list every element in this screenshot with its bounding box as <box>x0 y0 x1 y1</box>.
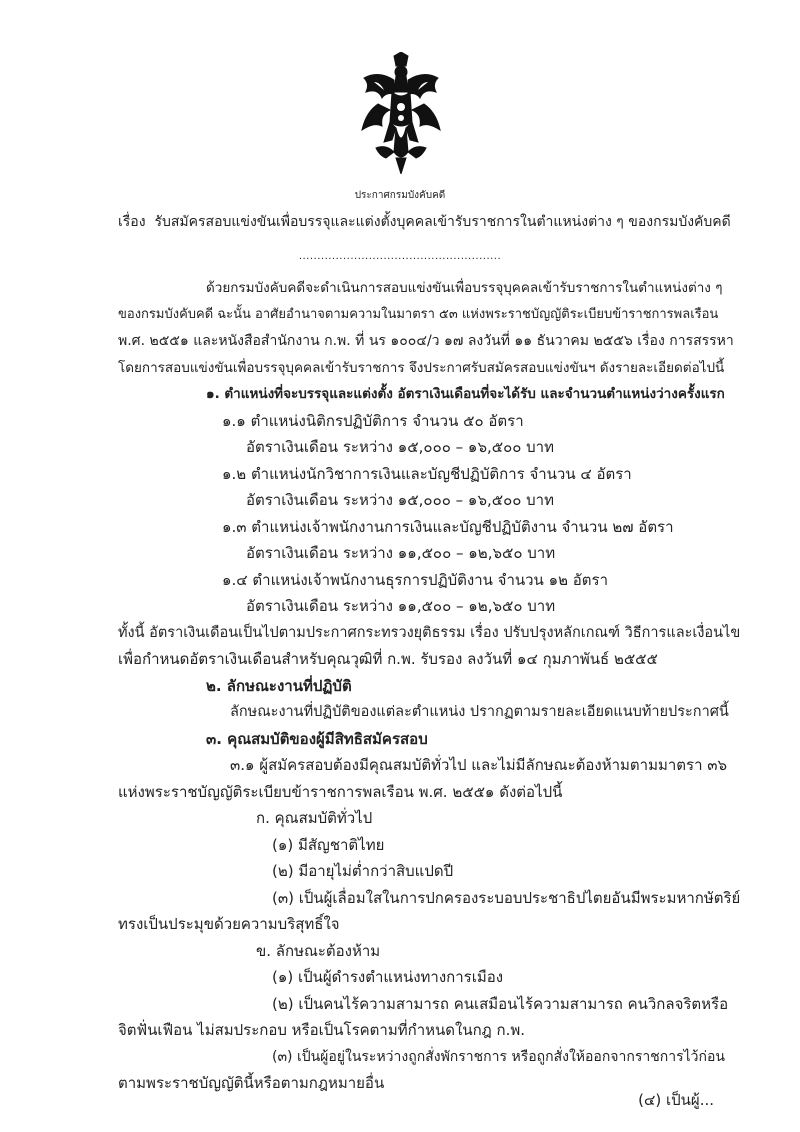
section-1-heading: ๑. ตำแหน่งที่จะบรรจุและแต่งตั้ง อัตราเงินเดือนที่จะได้รับ และจำนวนตำแหน่งว่างครั้งแรก <box>206 386 725 402</box>
general-item: (๒) มีอายุไม่ต่ำกว่าสิบแปดปี <box>272 862 454 880</box>
announcement-title: ประกาศกรมบังคับคดี <box>354 190 446 201</box>
garuda-emblem <box>356 52 446 174</box>
position-title: ๑.๑ ตำแหน่งนิติกรปฏิบัติการ จำนวน ๕๐ อัตรา <box>222 412 524 430</box>
section-2-text: ลักษณะงานที่ปฏิบัติของแต่ละตำแหน่ง ปรากฏตามรายละเอียดแนบท้ายประกาศนี้ <box>230 704 729 720</box>
position-title: ๑.๓ ตำแหน่งเจ้าพนักงานการเงินและบัญชีปฏิบัติงาน จำนวน ๒๗ อัตรา <box>222 518 674 536</box>
section-3-heading: ๓. คุณสมบัติของผู้มีสิทธิสมัครสอบ <box>206 730 428 748</box>
general-item-continuation: ทรงเป็นประมุขด้วยความบริสุทธิ์ใจ <box>118 915 340 933</box>
section-3-1-line: ๓.๑ ผู้สมัครสอบต้องมีคุณสมบัติทั่วไป และไม่มีลักษณะต้องห้ามตามมาตรา ๓๖ <box>230 756 728 774</box>
salary-note-line: เพื่อกำหนดอัตราเงินเดือนสำหรับคุณวุฒิที่ ก.พ. รับรอง ลงวันที่ ๑๔ กุมภาพันธ์ ๒๕๕๕ <box>118 650 658 668</box>
prohibited-item: (๒) เป็นคนไร้ความสามารถ คนเสมือนไร้ความสามารถ คนวิกลจริตหรือ <box>272 995 729 1013</box>
salary-note-line: ทั้งนี้ อัตราเงินเดือนเป็นไปตามประกาศกระทรวงยุติธรรม เรื่อง ปรับปรุงหลักเกณฑ์ วิธีการและเงื่อนไข <box>118 625 741 641</box>
position-salary: อัตราเงินเดือน ระหว่าง ๑๑,๕๐๐ – ๑๒,๖๕๐ บาท <box>246 544 556 562</box>
position-salary: อัตราเงินเดือน ระหว่าง ๑๕,๐๐๐ – ๑๖,๕๐๐ บาท <box>246 438 554 456</box>
prohibited-item: (๓) เป็นผู้อยู่ในระหว่างถูกสั่งพักราชการ หรือถูกสั่งให้ออกจากราชการไว้ก่อน <box>272 1049 725 1065</box>
prohibited-item: ตามพระราชบัญญัตินี้หรือตามกฎหมายอื่น <box>118 1074 385 1092</box>
dotted-divider: ....................................................... <box>298 251 502 262</box>
intro-line: โดยการสอบแข่งขันเพื่อบรรจุบุคคลเข้ารับราชการ จึงประกาศรับสมัครสอบแข่งขันฯ ดังรายละเอียดต่อไปนี้ <box>118 360 725 376</box>
general-qualifications-heading: ก. คุณสมบัติทั่วไป <box>256 809 373 827</box>
position-title: ๑.๔ ตำแหน่งเจ้าพนักงานธุรการปฏิบัติงาน จำนวน ๑๒ อัตรา <box>222 571 608 589</box>
subject-text: รับสมัครสอบแข่งขันเพื่อบรรจุและแต่งตั้งบุคคลเข้ารับราชการในตำแหน่งต่าง ๆ ของกรมบังคับคดี <box>154 214 731 230</box>
subject-line <box>118 212 731 232</box>
general-item: (๑) มีสัญชาติไทย <box>272 836 385 854</box>
position-salary: อัตราเงินเดือน ระหว่าง ๑๑,๕๐๐ – ๑๒,๖๕๐ บาท <box>246 597 556 615</box>
subject-label: เรื่อง <box>118 214 146 230</box>
page-continuation: (๔) เป็นผู้... <box>638 1091 714 1109</box>
prohibited-item: (๑) เป็นผู้ดำรงตำแหน่งทางการเมือง <box>272 968 504 986</box>
prohibited-heading: ข. ลักษณะต้องห้าม <box>256 942 381 960</box>
position-salary: อัตราเงินเดือน ระหว่าง ๑๕,๐๐๐ – ๑๖,๕๐๐ บาท <box>246 491 554 509</box>
intro-line: ด้วยกรมบังคับคดีจะดำเนินการสอบแข่งขันเพื่อบรรจุบุคคลเข้ารับราชการในตำแหน่งต่าง ๆ <box>206 280 723 296</box>
intro-line: พ.ศ. ๒๕๕๑ และหนังสือสำนักงาน ก.พ. ที่ นร ๑๐๐๔/ว ๑๗ ลงวันที่ ๑๑ ธันวาคม ๒๕๕๖ เรื่อง การสรรหา <box>118 333 734 349</box>
general-item: (๓) เป็นผู้เลื่อมใสในการปกครองระบอบประชาธิปไตยอันมีพระมหากษัตริย์ <box>272 889 741 907</box>
prohibited-item: จิตฟั่นเฟือน ไม่สมประกอบ หรือเป็นโรคตามที่กำหนดในกฎ ก.พ. <box>118 1021 526 1039</box>
section-2-heading: ๒. ลักษณะงานที่ปฏิบัติ <box>206 677 352 695</box>
intro-line: ของกรมบังคับคดี ฉะนั้น อาศัยอำนาจตามความในมาตรา ๕๓ แห่งพระราชบัญญัติระเบียบข้าราชการพลเรือน <box>118 307 719 322</box>
section-3-1-line: แห่งพระราชบัญญัติระเบียบข้าราชการพลเรือน พ.ศ. ๒๕๕๑ ดังต่อไปนี้ <box>118 783 563 801</box>
position-title: ๑.๒ ตำแหน่งนักวิชาการเงินและบัญชีปฏิบัติการ จำนวน ๔ อัตรา <box>222 465 632 483</box>
